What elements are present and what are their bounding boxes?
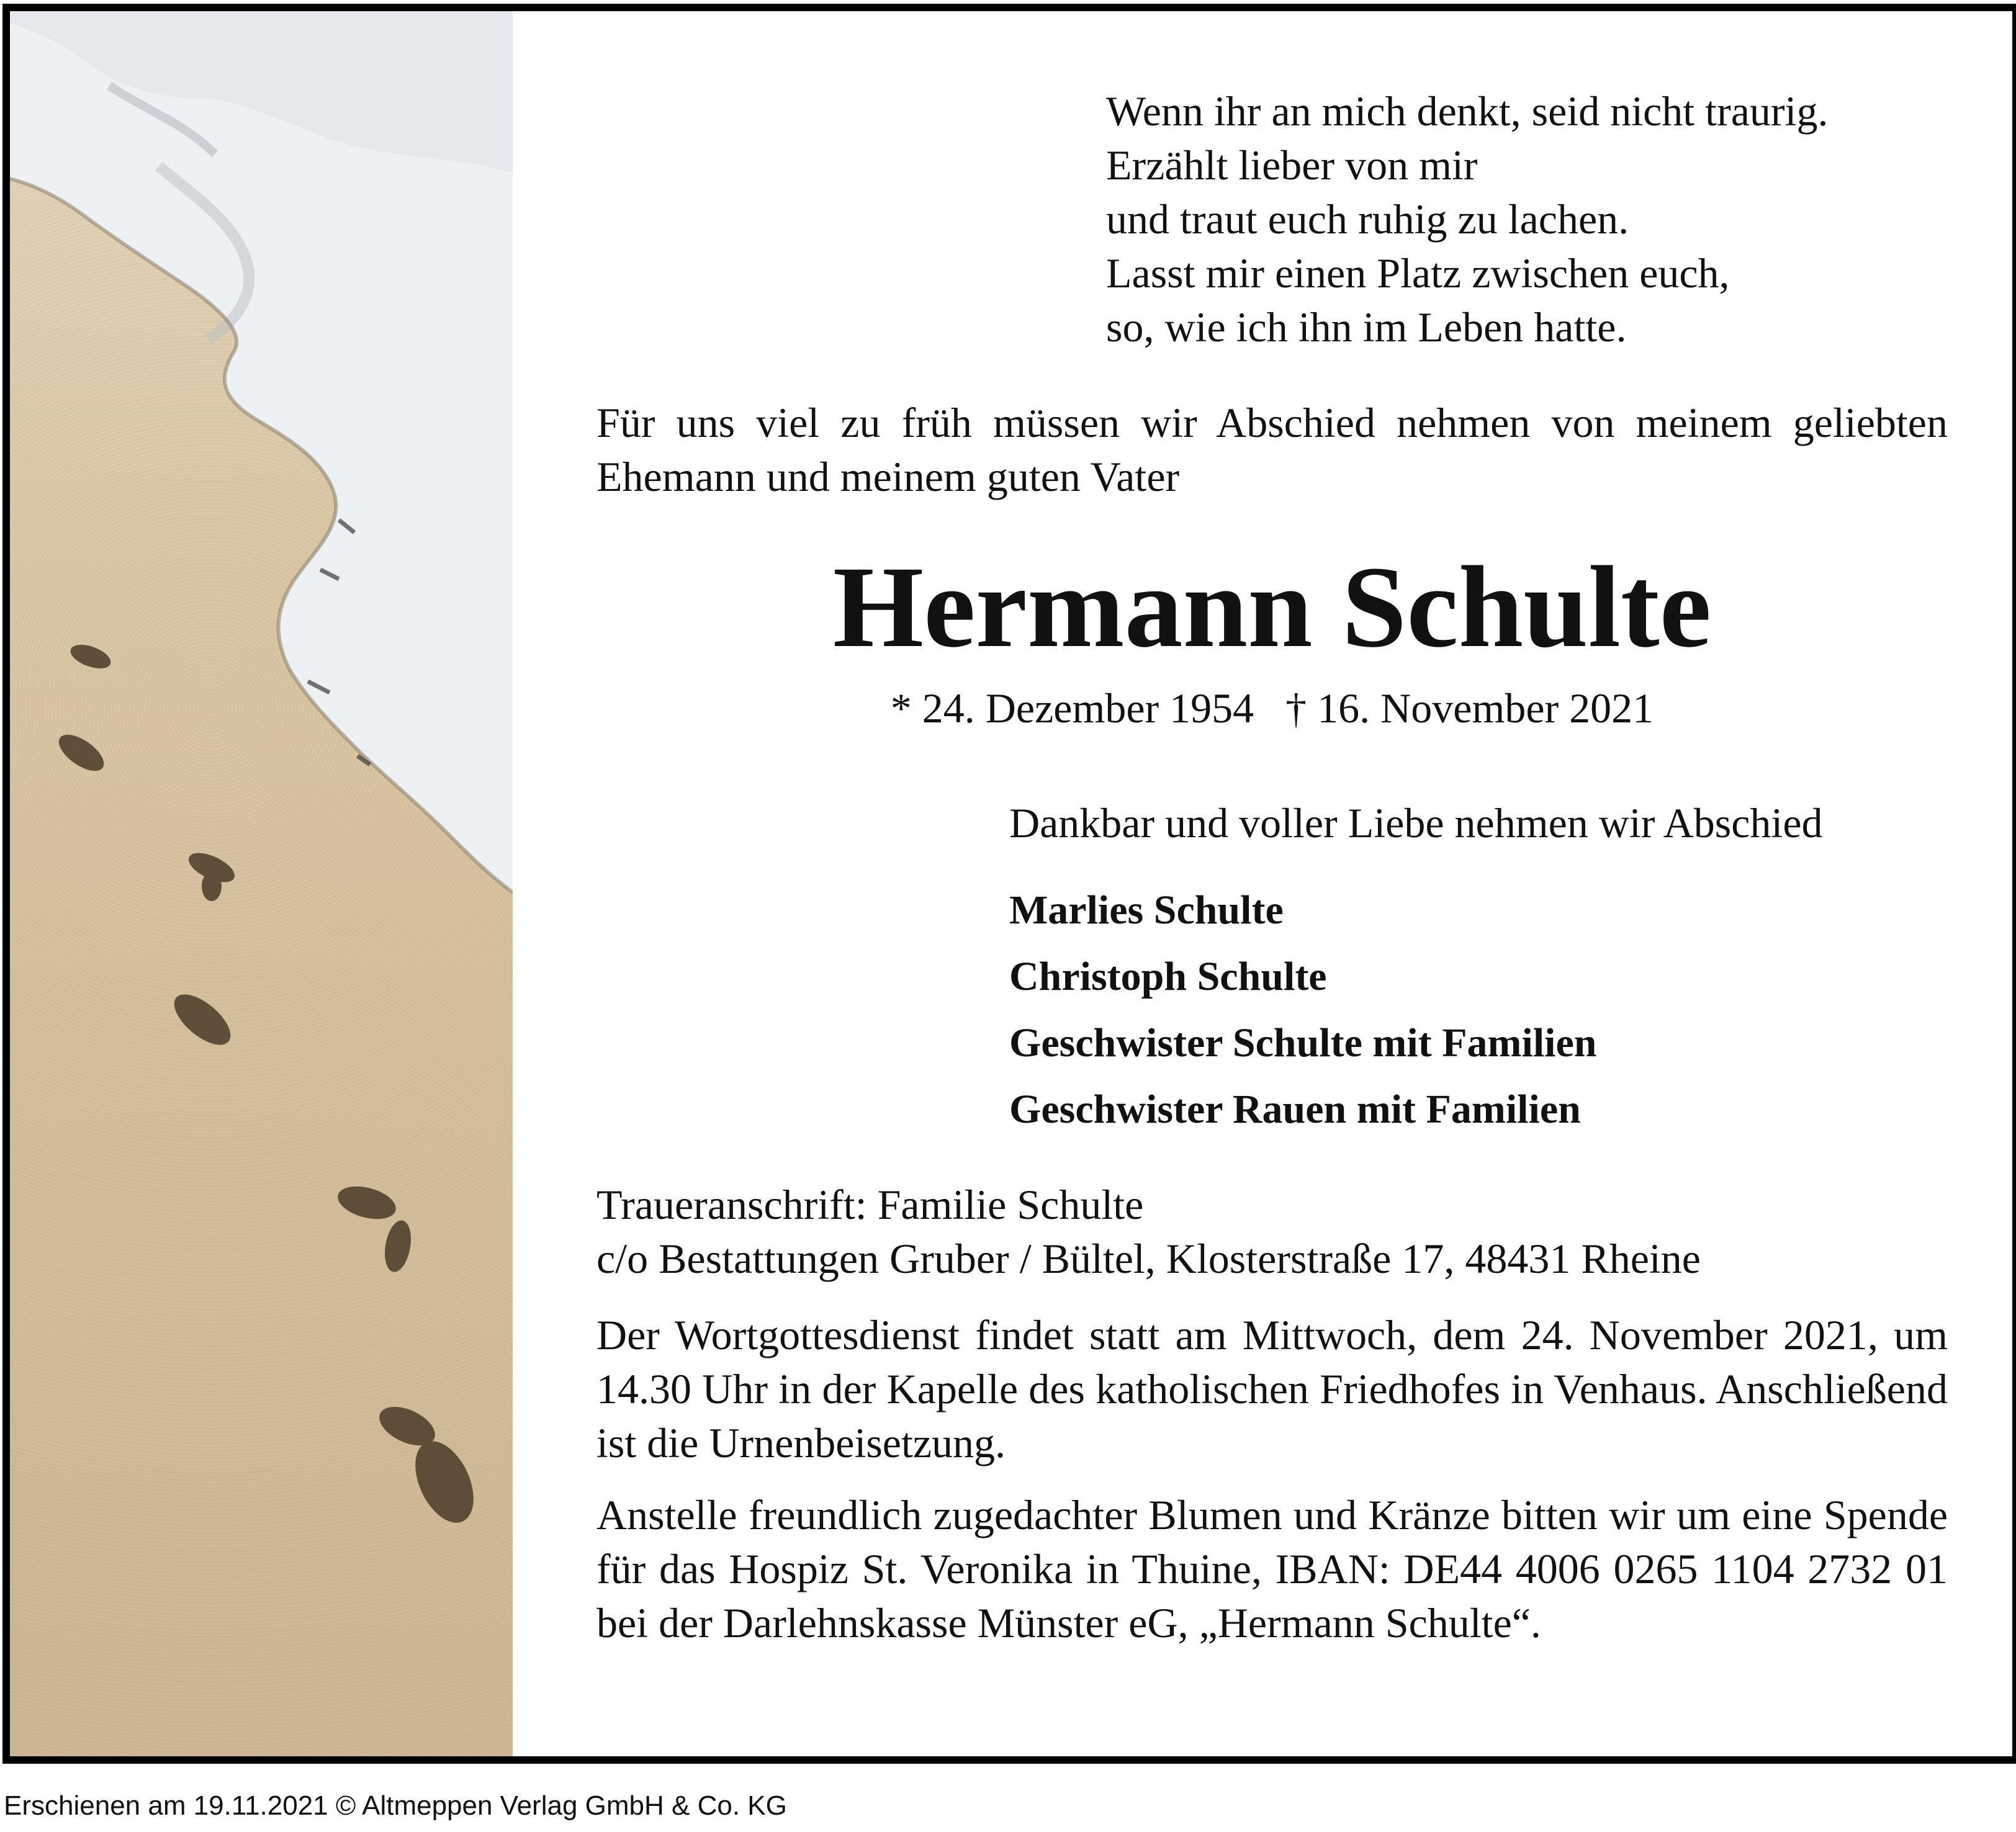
- birth-date: * 24. Dezember 1954: [890, 685, 1254, 732]
- service-paragraph: Der Wortgottesdienst findet statt am Mittwoch, dem 24. November 2021, um 14.30 Uhr in der Kapelle des katholischen Friedhofes in Venhaus. Anschließend ist die Urnenbeisetzung.: [596, 1311, 1948, 1466]
- obituary-text: [10, 11, 2012, 1756]
- poem-line: Wenn ihr an mich denkt, seid nicht traurig.: [1106, 88, 1829, 135]
- deceased-name: Hermann Schulte: [832, 542, 1712, 671]
- thanks-line: Dankbar und voller Liebe nehmen wir Abschied: [1009, 799, 1823, 846]
- poem-line: so, wie ich ihn im Leben hatte.: [1106, 303, 1627, 351]
- mourner-name: Geschwister Schulte mit Familien: [1009, 1020, 1597, 1066]
- poem-line: Erzählt lieber von mir: [1106, 141, 1478, 189]
- poem-line: Lasst mir einen Platz zwischen euch,: [1106, 249, 1730, 297]
- publication-footer: Erschienen am 19.11.2021 © Altmeppen Verlag GmbH & Co. KG: [4, 1790, 787, 1821]
- mourning-address: [596, 1178, 1701, 1286]
- mourners-list: [1009, 877, 1597, 1143]
- obituary-frame: [2, 4, 2016, 1764]
- death-date: † 16. November 2021: [1285, 685, 1654, 732]
- mourner-name: Christoph Schulte: [1009, 954, 1327, 999]
- poem-line: und traut euch ruhig zu lachen.: [1106, 195, 1629, 243]
- mourner-name: Geschwister Rauen mit Familien: [1009, 1087, 1581, 1132]
- mourner-name: Marlies Schulte: [1009, 887, 1284, 933]
- donation-paragraph: Anstelle freundlich zugedachter Blumen und Kränze bitten wir um eine Spende für das Hospiz St. Veronika in Thuine, IBAN: DE44 4006 0265 1104 2732 01 bei der Darlehnskasse Münster eG, „Hermann Schulte“.: [596, 1491, 1948, 1646]
- address-line: c/o Bestattungen Gruber / Bültel, Klosterstraße 17, 48431 Rheine: [596, 1235, 1701, 1282]
- poem: [1106, 84, 1828, 354]
- life-dates: [596, 681, 1948, 735]
- address-line: Traueranschrift: Familie Schulte: [596, 1181, 1144, 1228]
- intro-paragraph: Für uns viel zu früh müssen wir Abschied nehmen von meinem geliebten Ehemann und meinem guten Vater: [596, 399, 1948, 500]
